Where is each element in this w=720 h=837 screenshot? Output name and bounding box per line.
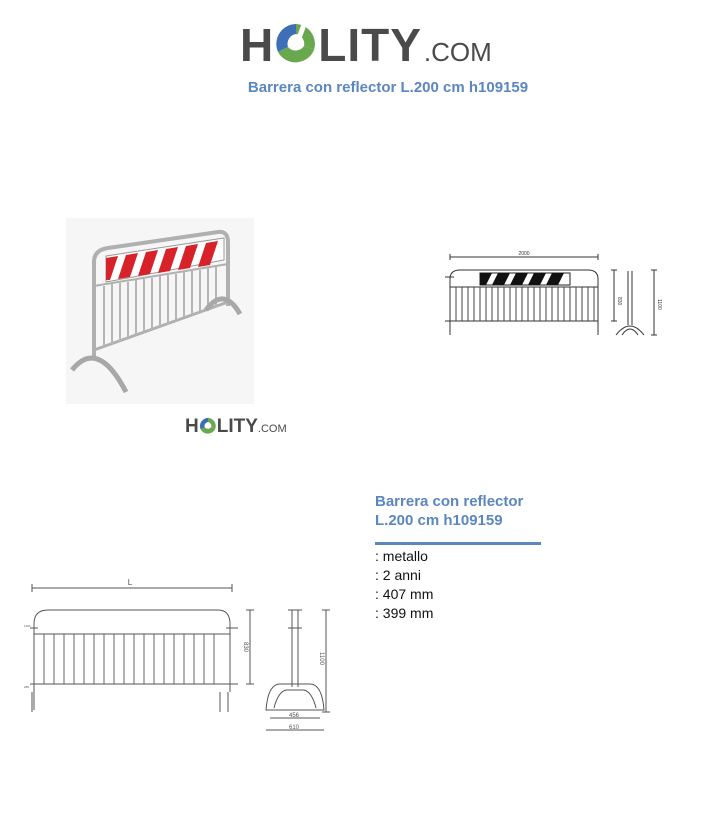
product-info-title-line1: Barrera con reflector — [375, 493, 524, 510]
watermark-o-icon — [199, 417, 217, 436]
title-divider — [375, 542, 541, 545]
logo-letters: LITY — [318, 19, 422, 71]
logo-letter-h: H — [240, 19, 275, 71]
product-photo — [48, 210, 256, 410]
spec-item-material: : metallo — [375, 548, 428, 564]
technical-drawing-front — [440, 245, 662, 345]
drawing2-base-inner-label: 456 — [288, 713, 300, 719]
drawing2-length-label: L — [127, 578, 133, 587]
spec-item-warranty: : 2 anni — [375, 567, 421, 583]
drawing1-height-label: 830 — [616, 297, 622, 306]
drawing2-height-label: 830 — [242, 642, 248, 653]
drawing2-mark-top: 1100 — [24, 624, 31, 628]
product-info-title — [375, 492, 565, 530]
watermark-letter-h: H — [185, 416, 199, 437]
drawing1-total-label: 1100 — [656, 299, 662, 310]
logo-domain: .COM — [423, 37, 492, 67]
drawing2-total-label: 1100 — [318, 652, 324, 665]
watermark-domain: .COM — [257, 423, 287, 435]
technical-drawing-detailed — [22, 572, 342, 737]
drawing2-mark-bottom: 280 — [24, 685, 30, 689]
watermark-logo — [185, 417, 287, 436]
spec-item-dimension-1: : 407 mm — [375, 586, 434, 602]
spec-item-dimension-2: : 399 mm — [375, 605, 434, 621]
logo-o-icon — [274, 22, 318, 68]
drawing2-base-outer-label: 610 — [288, 725, 300, 731]
drawing1-width-label: 2000 — [518, 251, 530, 257]
page-title: Barrera con reflector L.200 cm h109159 — [247, 79, 529, 96]
product-info-title-line2: L.200 cm h109159 — [375, 512, 503, 529]
watermark-letters: LITY — [216, 416, 258, 437]
site-logo[interactable] — [240, 12, 492, 71]
spec-list — [375, 547, 433, 623]
